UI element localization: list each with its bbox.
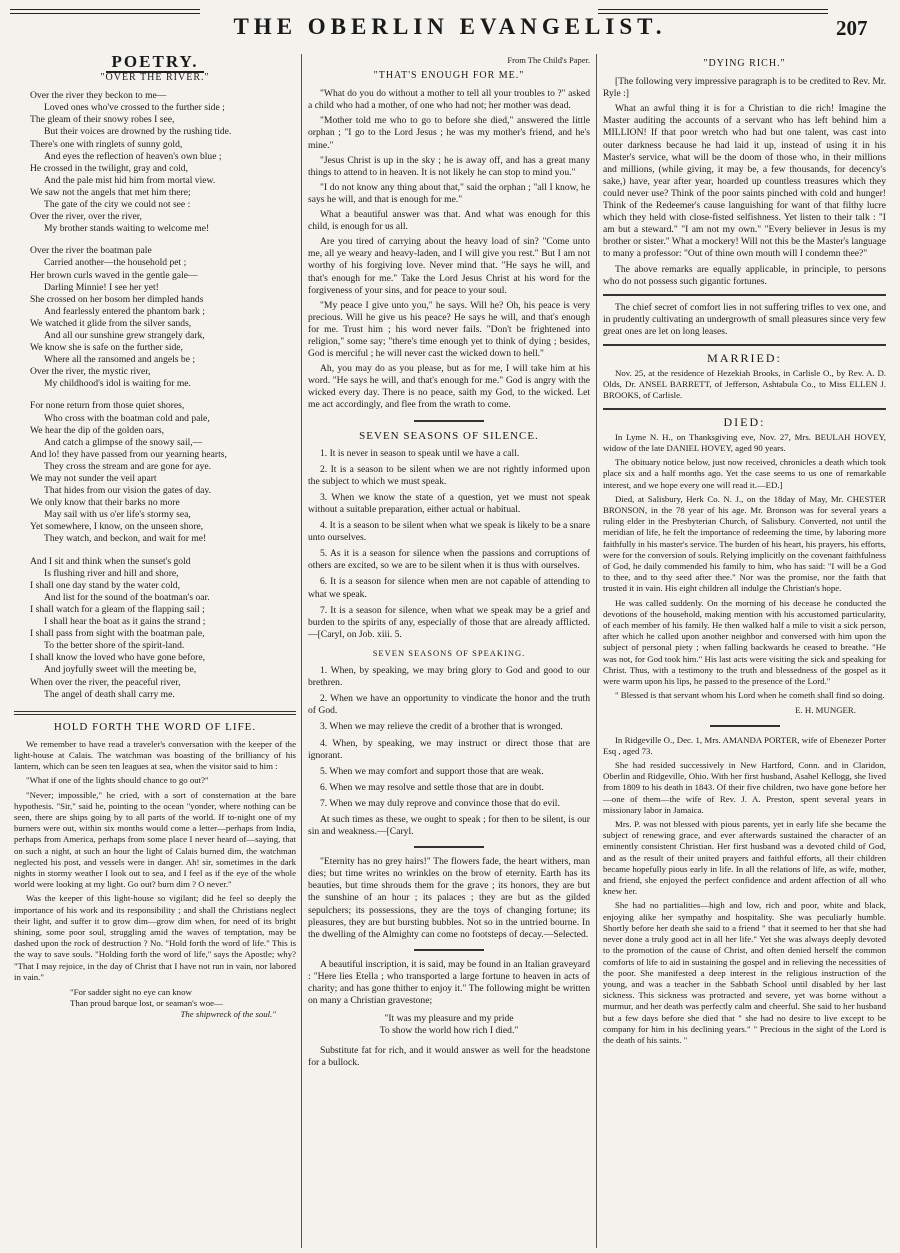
divider bbox=[414, 420, 484, 422]
divider bbox=[14, 711, 296, 715]
poem-stanza bbox=[30, 400, 296, 545]
poem-line: And eyes the reflection of heaven's own blue ; bbox=[44, 150, 222, 162]
paragraph: 3. When we know the state of a question, yet we must not speak without a suitable preparation, either actual or habitual. bbox=[308, 491, 590, 515]
poem-stanza bbox=[30, 90, 296, 235]
column-1 bbox=[14, 54, 296, 1248]
paragraph: 3. When we may relieve the credit of a brother that is wronged. bbox=[320, 721, 563, 733]
quote-line: To show the world how rich I died." bbox=[379, 1025, 519, 1037]
paragraph: "Mother told me who to go to before she died," answered the little orphan ; "I go to the Lord Jesus ; he was my mother's friend, and he's mine." bbox=[308, 115, 590, 151]
paragraph: She had no partialities—high and low, rich and poor, white and black, enjoying alike her sympathy and hospitality. She was peculiarly humble. Shortly before her death she said to a friend " that it seemed to her that she had never done a truly good act in all her life." Yet she was always deeply devoted to the promotion of the cause of Christ, and often denied herself the common comforts of life to aid in sustaining the gospel and in relieving the necessities of the poor. She manifested a deep interest in the religious instruction of the young, and was a teacher in the Sabbath School until disabled by her last sickness. This sickness was protracted and severe, yet was borne without a murmur, and her death was perfectly calm and cheerful. She said to her husband but a few days before she died that " she had no desire to live except to be company for him in his declining years." " Precious in the sight of the Lord is the death of his saints. " bbox=[603, 900, 886, 1045]
poem-line: Carried another—the household pet ; bbox=[44, 257, 187, 269]
poem-stanza bbox=[30, 556, 296, 701]
poem-line: I shall hear the boat as it gains the strand ; bbox=[44, 616, 206, 628]
poem-line: There's one with ringlets of sunny gold, bbox=[30, 138, 183, 150]
signature: E. H. MUNGER. bbox=[795, 705, 856, 716]
poem-line: I shall watch for a gleam of the flapping sail ; bbox=[30, 603, 205, 615]
poem-line: Darling Minnie! I see her yet! bbox=[44, 281, 159, 293]
divider bbox=[710, 725, 780, 727]
newspaper-title: THE OBERLIN EVANGELIST. bbox=[233, 14, 667, 39]
poem-line: She crossed on her bosom her dimpled hands bbox=[30, 293, 204, 305]
poem-line: My brother stands waiting to welcome me! bbox=[44, 223, 210, 235]
poem-line: We hear the dip of the golden oars, bbox=[30, 424, 165, 436]
poem-line: And joyfully sweet will the meeting be, bbox=[44, 664, 197, 676]
poem-line: That hides from our vision the gates of day. bbox=[44, 485, 211, 497]
paragraph: 6. When we may resolve and settle those that are in doubt. bbox=[320, 781, 544, 793]
column-3 bbox=[603, 54, 886, 1248]
poem-line: I shall pass from sight with the boatman pale, bbox=[30, 628, 205, 640]
source-credit: From The Child's Paper. bbox=[507, 55, 590, 65]
paragraph: 2. It is a season to be silent when we are not rightly informed upon the subject to which we must speak. bbox=[308, 463, 590, 487]
paragraph: Ah, you may do as you please, but as for me, I will take him at his word. "He says he will, and that's enough for me." God is angry with the wicked every day. There is no peace, saith my God, to the wicked. Let me act accordingly, and flee from the wrath to come. bbox=[308, 363, 590, 411]
paragraph: We remember to have read a traveler's conversation with the keeper of the light-house at Calais. The watchman was boasting of the brilliancy of his lantern, which can be seen ten leagues at sea, when the visitor said to him : bbox=[14, 738, 296, 772]
verse-line: Than proud barque lost, or seaman's woe— bbox=[70, 998, 223, 1009]
silence-list bbox=[308, 448, 590, 641]
column-divider bbox=[301, 54, 302, 1248]
paragraph: She had resided successively in New Hartford, Conn. and in Claridon, Oberlin and Ridgeville, Ohio. With her first husband, Asahel Kellogg, she lived from 1809 to his death in 1843. Of their five children, two have gone before her—one of them—the wife of Rev. J. A. Preston, spent several years in missionary labor in Jamaica. bbox=[603, 760, 886, 815]
inscription-paragraph: A beautiful inscription, it is said, may be found in an Italian graveyard : "Here lies Etella ; who transported a large fortune to heaven in acts of charity; and has gone thither to enjoy it." The following might be written on many a Christian gravestone; bbox=[308, 958, 590, 1007]
poem-line: To the better shore of the spirit-land. bbox=[44, 640, 185, 652]
paragraph: He was called suddenly. On the morning of his decease he conducted the devotions of the household, making mention with his accustomed particularity, of each member of his family. He then walked half a mile to visit a sick person, after which he called upon another neighbor and conversed with him upon the subject of personal piety ; when falling backwards he ceased to breathe. "He was not, for God took him." His last acts were visiting the sick and speaking for Christ. Thus, with a testimony to the truth and blessedness of the gospel as it were warm upon his lips, he passed to the presence of the Lord." bbox=[603, 597, 886, 687]
poem-line: Over the river, over the river, bbox=[30, 211, 142, 223]
poem-line: And lo! they have passed from our yearning hearts, bbox=[30, 448, 227, 460]
article-body bbox=[14, 739, 296, 983]
poem-line: Who cross with the boatman cold and pale, bbox=[44, 412, 210, 424]
poem-line: They cross the stream and are gone for aye. bbox=[44, 460, 212, 472]
paragraph: 7. It is a season for silence, when what we speak may be a grief and burden to the spirits of any, especially of those that are already afflicted.—[Caryl, on Job. xiii. 5. bbox=[308, 604, 590, 640]
verse-line: "For sadder sight no eye can know bbox=[70, 987, 192, 998]
article-title: SEVEN SEASONS OF SILENCE. bbox=[359, 429, 539, 442]
poem-line: And fearlessly entered the phantom bark ; bbox=[44, 305, 205, 317]
quote-line: "It was my pleasure and my pride bbox=[384, 1013, 514, 1025]
death-notices bbox=[603, 432, 886, 702]
poem-line: And I sit and think when the sunset's gold bbox=[30, 555, 191, 567]
poem-line: We only know that their barks no more bbox=[30, 497, 180, 509]
paragraph: What a beautiful answer was that. And what was enough for this child, is enough for us all. bbox=[308, 209, 590, 233]
paragraph: "What do you do without a mother to tell all your troubles to ?" asked a child who had a mother, of one who had not; her mother was dead. bbox=[308, 88, 590, 112]
poem-line: They watch, and beckon, and wait for me! bbox=[44, 533, 207, 545]
poem-line: I shall one day stand by the water cold, bbox=[30, 579, 180, 591]
paragraph: 7. When we may duly reprove and convince those that do evil. bbox=[320, 797, 560, 809]
died-heading: DIED: bbox=[723, 414, 766, 429]
paragraph: Died, at Salisbury, Herk Co. N. J., on the 18day of May, Mr. CHESTER BRONSON, in the 78 year of his age. Mr. Bronson was for several years a ruling elder in the Presbyterian Church, of Salisbury. Converted, not until the meridian of life, he felt the importance of redeeming the time, by laboring more faithfully in his master's service. The burden of his heart, his prayers, his efforts, were for the conversion of souls. Relying implicitly on the covenant faithfulness of God, he daily commended his family to him, who has said: "I will be a God to thee, and to thy seed after thee." Nor was the promise, nor the faith that trusted it in vain. His eight children all indulge the Christian's hope. bbox=[603, 493, 886, 594]
divider bbox=[414, 846, 484, 848]
article-title: HOLD FORTH THE WORD OF LIFE. bbox=[53, 720, 257, 733]
poem-line: May sail with us o'er life's stormy sea, bbox=[44, 509, 191, 521]
epitaph-quote bbox=[308, 1013, 590, 1037]
paragraph: 1. When, by speaking, we may bring glory to God and good to our brethren. bbox=[308, 665, 590, 689]
masthead-rule-right bbox=[598, 9, 828, 14]
paragraph: 4. When, by speaking, we may instruct or direct those that are ignorant. bbox=[308, 737, 590, 761]
paragraph: Are you tired of carrying about the heavy load of sin? "Come unto me, all ye weary and heavy-laden, and I will give you rest." But I am not worthy of his forgiving love. Never mind that. "He says he will, and that's enough for me." Take the Lord Jesus Christ at his word for the forgiveness of your sins, and for peace to your soul. bbox=[308, 236, 590, 296]
poem-line: We watched it glide from the silver sands, bbox=[30, 317, 192, 329]
poem-line: We saw not the angels that met him there; bbox=[30, 186, 191, 198]
poem-line: The angel of death shall carry me. bbox=[44, 688, 175, 700]
poem-line: He crossed in the twilight, gray and cold, bbox=[30, 162, 188, 174]
paragraph: 6. It is a season for silence when men are not capable of attending to what we speak. bbox=[308, 576, 590, 600]
married-notice: Nov. 25, at the residence of Hezekiah Brooks, in Carlisle O., by Rev. A. D. Olds, Dr. ANSEL BARRETT, of Jefferson, Ashtabula Co., to Miss ELLEN J. BROOKS, of Carlisle. bbox=[603, 368, 886, 401]
poem-line: For none return from those quiet shores, bbox=[30, 400, 185, 412]
article-title: "THAT'S ENOUGH FOR ME." bbox=[373, 70, 525, 82]
paragraph: "What if one of the lights should chance to go out?" bbox=[26, 775, 209, 786]
poem-line: And the pale mist hid him from mortal view. bbox=[44, 174, 216, 186]
paragraph: "My peace I give unto you," he says. Will he? Oh, his peace is very precious. Will he give us his peace? He says he will, and that's enough for me. Trust him ; his word never fails. "Don't be frightened into religion," some say; "there's time enough yet to think of dying ; besides, God is merciful ; he will never cast the wicked down to hell." bbox=[308, 299, 590, 360]
paragraph: Mrs. P. was not blessed with pious parents, yet in early life she became the subject of renewing grace, and ever afterwards sustained the character of an eminently consistent Christian. Her first husband was a devoted child of God, and as the result of their united prayers and faithful efforts, all their children became hopefully pious early in life. In all the relations of life, as wife, mother, and friend, she enjoyed the perfect confidence and ardent affection of all who knew her. bbox=[603, 819, 886, 897]
paragraph: 4. It is a season to be silent when what we speak is likely to be a snare unto ourselves. bbox=[308, 520, 590, 544]
paragraph: "Never; impossible," he cried, with a sort of consternation at the bare hypothesis. "Sir," said he, pointing to the ocean "yonder, where nothing can be seen, there are ships going by to all parts of the world. If to-night one of my burners were out, within six months would come a letter—perhaps from India, perhaps from America, perhaps from some place I never heard of—saying, that on such a night, at such an hour the light of Calais burned dim, the watchman neglected his post, and vessels were in danger. Ah! sir, sometimes in the dark nights in stormy weather I look out to sea, and I feel as if the eye of the whole world were looking at my light. Go out? burn dim ? O never." bbox=[14, 789, 296, 890]
masthead bbox=[0, 0, 900, 44]
paragraph: What an awful thing it is for a Christian to die rich! Imagine the Master auditing the accounts of a servant who has left behind him a MILLION! If that poor wretch who had but one talent, was cast into outer darkness because he had laid it up, instead of using it in his Master's service, what will be the doom of those who, in their millions and millions, (while giving, it may be, a few thousands, for decency's sake,) have, year after year, hoarded up countless treasures which they could never use? Think of the poor saints pinched with cold and hunger! Think of the Redeemer's cause languishing for want of that filthy lucre which they held with close-fisted selfishness. Yet listen to their talk : "I am but a steward." "I am not my own." "Every believer in Jesus is my brother or sister." What a mockery! Will not this be the Master's language to many a professor: "Out of thine own mouth will I condemn thee?" bbox=[603, 103, 886, 260]
paragraph: 5. When we may comfort and support those that are weak. bbox=[320, 765, 544, 777]
married-heading: MARRIED: bbox=[707, 350, 782, 365]
poem-title: "OVER THE RIVER." bbox=[100, 72, 210, 84]
poem-line: We know she is safe on the further side, bbox=[30, 342, 183, 354]
eternity-paragraph: "Eternity has no grey hairs!" The flowers fade, the heart withers, man dies; but time writes no wrinkles on the brow of eternity. Earth has its beauties, but time shrouds them for the grave ; its honors, they are but the sunshine of an hour ; its palaces ; they are but as the gilded sepulchers; its possessions, they are the toys of changing fortune; its pleasures, they are but bursting bubbles. Not so in the untried bourne. In the dwelling of the Almighty can come no footsteps of decay.—Selected. bbox=[308, 856, 590, 940]
article-title: "DYING RICH." bbox=[703, 58, 786, 69]
poem-line: My childhood's idol is waiting for me. bbox=[44, 378, 191, 390]
closing-paragraph: Substitute fat for rich, and it would answer as well for the headstone for a bullock. bbox=[308, 1045, 590, 1069]
poem-line: Over the river they beckon to me— bbox=[30, 90, 167, 102]
page-number: 207 bbox=[836, 16, 868, 40]
column-divider bbox=[596, 54, 597, 1248]
poem bbox=[30, 90, 296, 701]
paragraph: 5. As it is a season for silence when the passions and corruptions of others are excited, so we are to be silent when it is thus with ourselves. bbox=[308, 548, 590, 572]
article-title: SEVEN SEASONS OF SPEAKING. bbox=[372, 647, 526, 658]
paragraph: 1. It is never in season to speak until we have a call. bbox=[320, 447, 520, 459]
divider bbox=[603, 294, 886, 296]
masthead-rule-left bbox=[10, 9, 200, 14]
poem-line: When over the river, the peaceful river, bbox=[30, 676, 181, 688]
paragraph: [The following very impressive paragraph is to be credited to Rev. Mr. Ryle :] bbox=[603, 76, 886, 100]
divider bbox=[414, 949, 484, 951]
paragraph: The obituary notice below, just now received, chronicles a death which took place six and a half months ago. Yet the case seems to us one of remarkable interest, and we hope every one will read it.—ED.] bbox=[603, 457, 886, 490]
divider bbox=[603, 408, 886, 410]
poem-line: Is flushing river and hill and shore, bbox=[44, 567, 179, 579]
poem-line: I shall know the loved who have gone before, bbox=[30, 652, 206, 664]
paragraph: In Lyme N. H., on Thanksgiving eve, Nov. 27, Mrs. BEULAH HOVEY, widow of the late DANIEL HOVEY, aged 90 years. bbox=[603, 431, 886, 453]
paragraph: In Ridgeville O., Dec. 1, Mrs. AMANDA PORTER, wife of Ebenezer Porter Esq , aged 73. bbox=[603, 734, 886, 756]
poem-line: Loved ones who've crossed to the further side ; bbox=[44, 102, 225, 114]
speaking-list bbox=[308, 665, 590, 838]
divider bbox=[603, 344, 886, 346]
porter-obituary bbox=[603, 735, 886, 1046]
poem-line: But their voices are drowned by the rushing tide. bbox=[44, 126, 232, 138]
article-body bbox=[308, 88, 590, 411]
paragraph: 2. When we have an opportunity to vindicate the honor and the truth of God. bbox=[308, 693, 590, 717]
closing-verse bbox=[70, 987, 296, 1021]
poem-line: Over the river, the mystic river, bbox=[30, 366, 151, 378]
section-heading bbox=[14, 54, 296, 71]
poem-line: And list for the sound of the boatman's oar. bbox=[44, 591, 210, 603]
poem-line: The gate of the city we could not see : bbox=[44, 199, 191, 211]
poem-line: The gleam of their snowy robes I see, bbox=[30, 114, 175, 126]
paragraph: At such times as these, we ought to speak ; for then to be silent, is our sin and weakness.—[Caryl. bbox=[308, 813, 590, 838]
poem-line: Yet somewhere, I know, on the unseen shore, bbox=[30, 521, 204, 533]
poem-line: Her brown curls waved in the gentle gale— bbox=[30, 269, 198, 281]
poem-line: Over the river the boatman pale bbox=[30, 245, 152, 257]
paragraph: "Jesus Christ is up in the sky ; he is away off, and has a great many things to attend to in heaven. It is not likely he can stop to mind you." bbox=[308, 154, 590, 178]
paragraph: " Blessed is that servant whom his Lord when he cometh shall find so doing. bbox=[615, 690, 885, 701]
poetry-heading: POETRY. bbox=[106, 54, 205, 73]
poem-line: And all our sunshine grew strangely dark, bbox=[44, 329, 205, 341]
column-2 bbox=[308, 54, 590, 1248]
poem-line: And catch a glimpse of the snowy sail,— bbox=[44, 436, 203, 448]
paragraph: The above remarks are equally applicable, in principle, to persons who do not possess such gigantic fortunes. bbox=[603, 263, 886, 287]
article-body bbox=[603, 76, 886, 288]
poem-line: We may not sunder the veil apart bbox=[30, 473, 157, 484]
paragraph: Was the keeper of this light-house so vigilant; did he feel so deeply the importance of his work and its responsibility ; and shall the Christians neglect their light, and suffer it to grow dim—grow dim when, for need of its bright shining, some poor soul, struggling amid the waves of temptation, may be dashed upon the rock of destruction ? No. "Hold forth the word of life." This is the way to save souls. "Holding forth the word of life," says the Apostle; why? "That I may rejoice, in the day of Christ that I have not run in vain, nor labored in vain." bbox=[14, 893, 296, 982]
comfort-paragraph: The chief secret of comfort lies in not suffering trifles to vex one, and in prudently cultivating an undergrowth of small pleasures since very few great ones are let on long leases. bbox=[603, 301, 886, 337]
poem-line: Where all the ransomed and angels be ; bbox=[44, 354, 196, 366]
verse-line: The shipwreck of the soul." bbox=[180, 1009, 276, 1020]
poem-stanza bbox=[30, 245, 296, 390]
paragraph: "I do not know any thing about that," said the orphan ; "all I know, he says he will, and that is enough for me." bbox=[308, 181, 590, 205]
